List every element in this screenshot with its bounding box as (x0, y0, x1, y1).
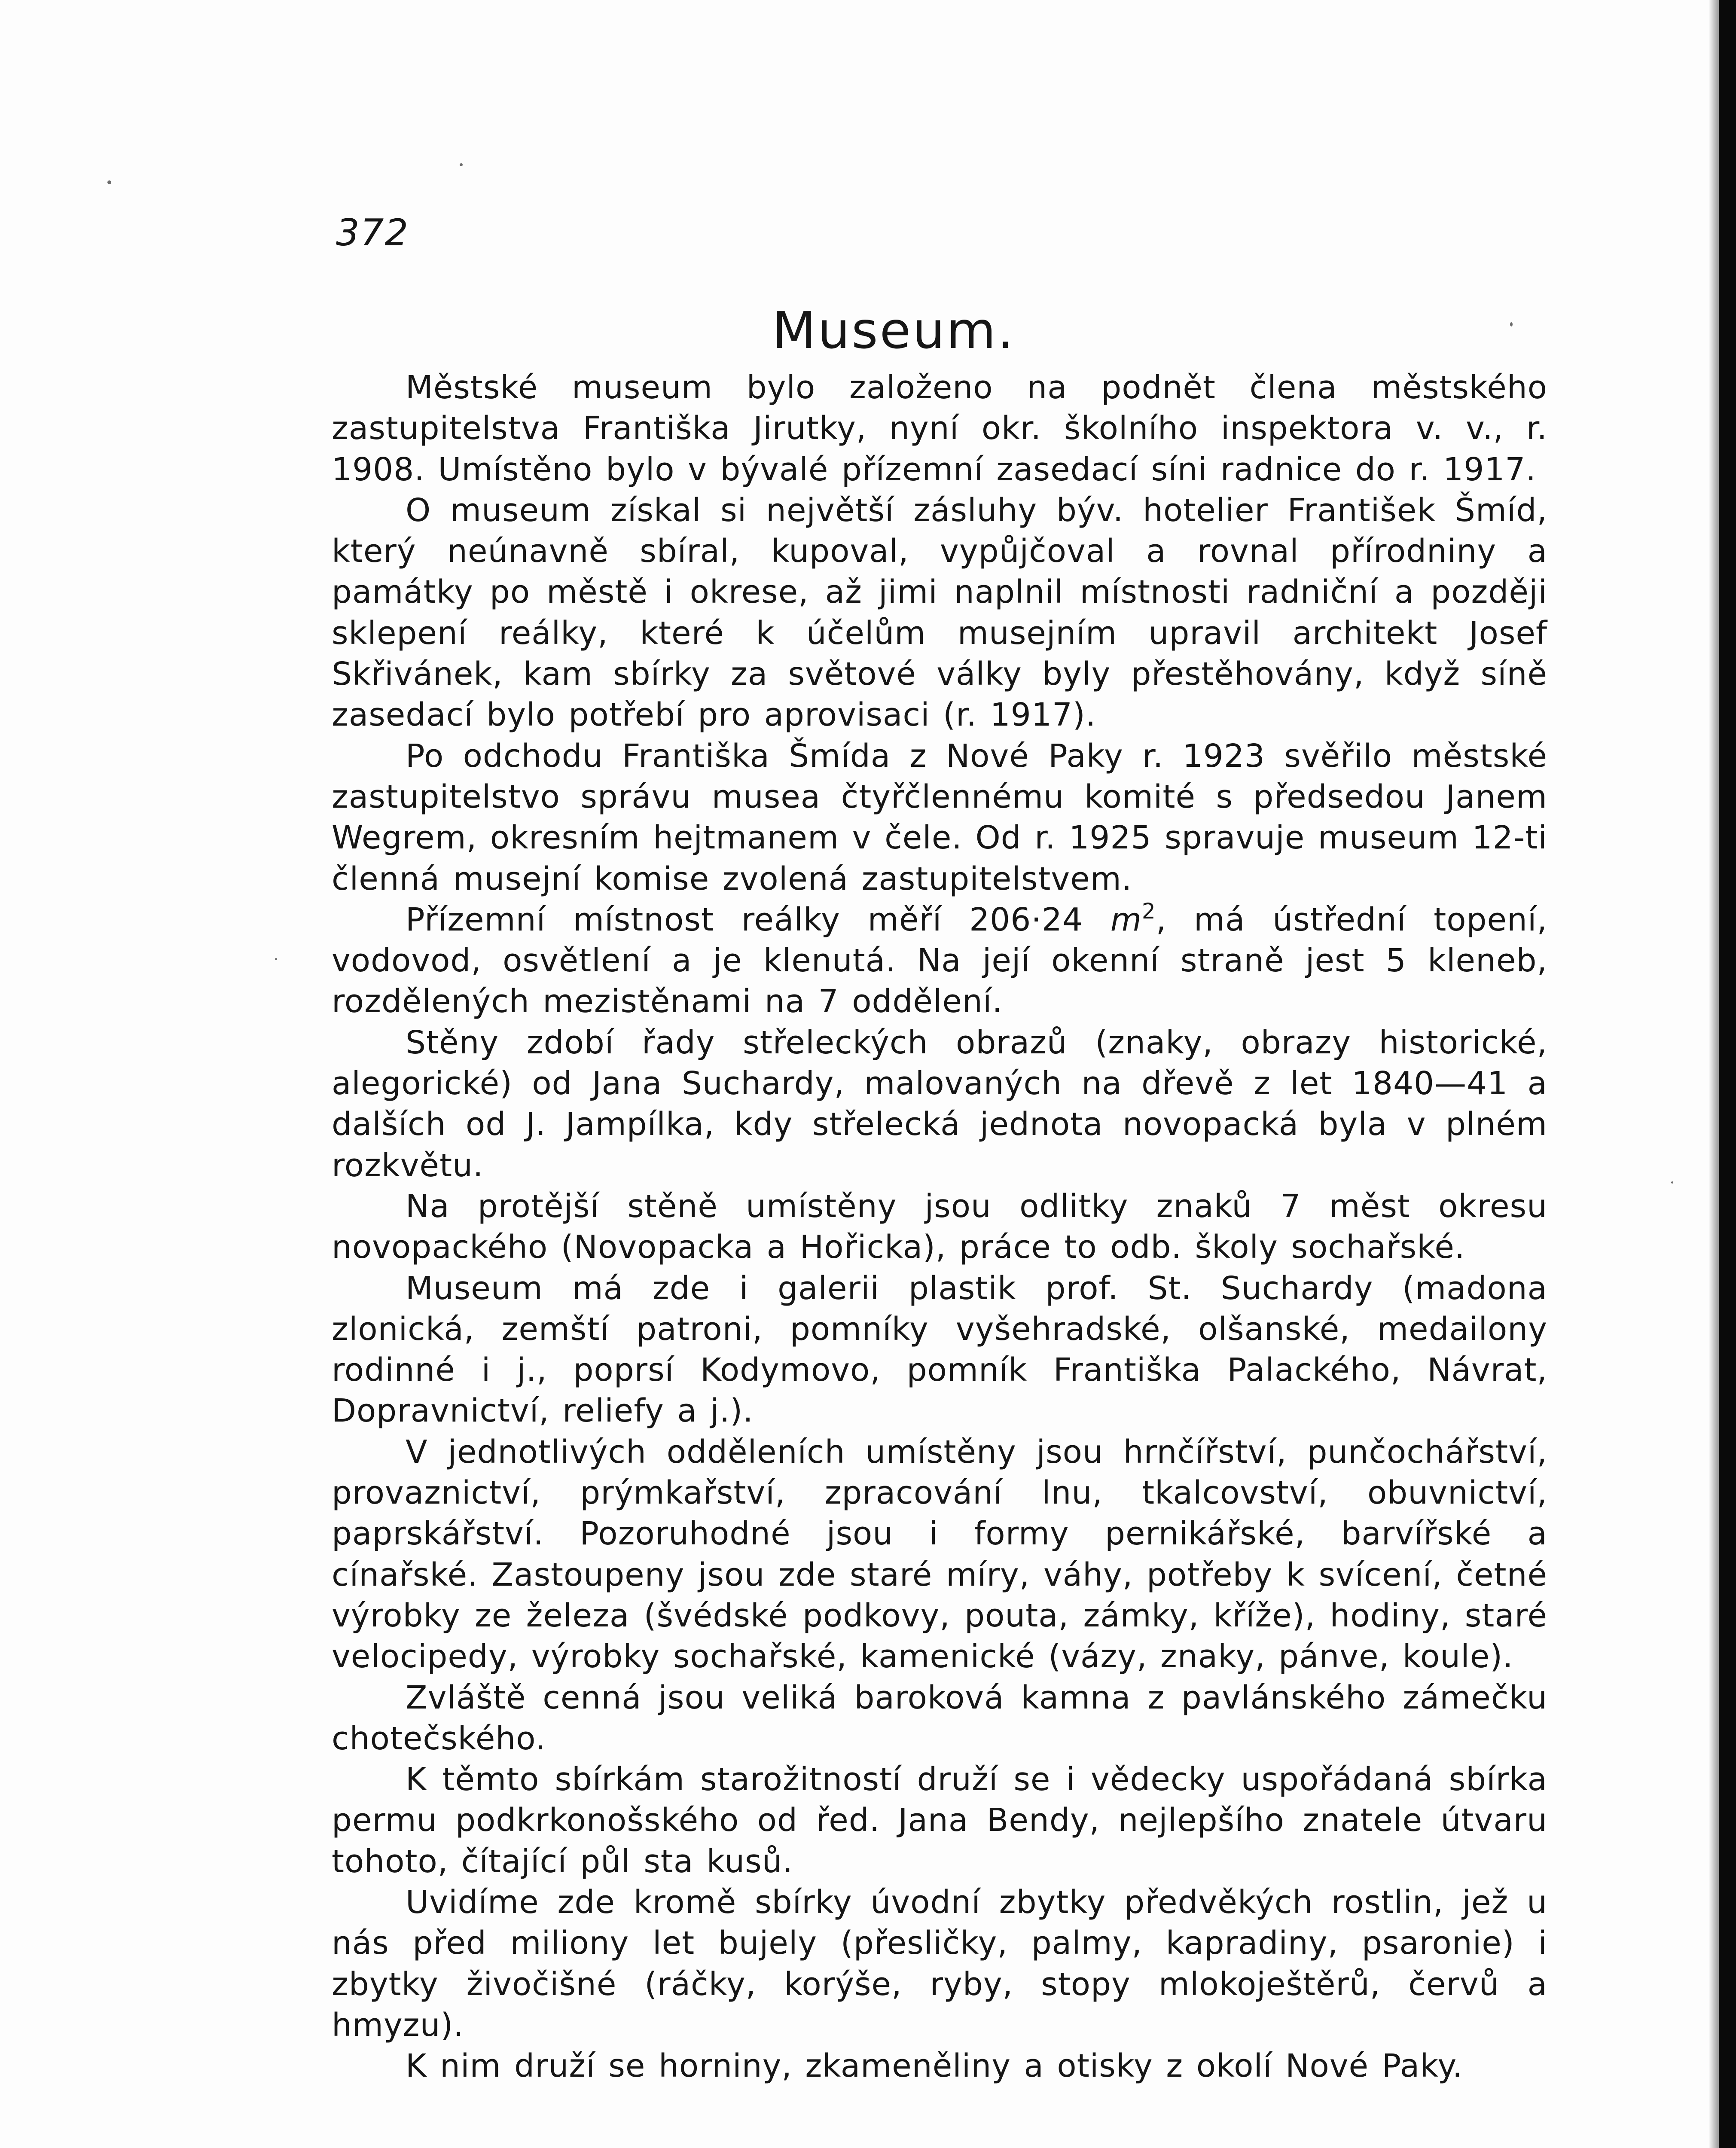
area-unit-exponent: 2 (1141, 898, 1156, 924)
article-body (332, 367, 1547, 2087)
paragraph: Na protější stěně umístěny jsou odlitky znaků 7 měst okresu novopackého (Novopacka a Hořicka), práce to odb. školy sochařské. (332, 1187, 1547, 1266)
paragraph-text-after: , má ústřední topení, vodovod, osvětlení a je klenutá. Na její okenní straně jest 5 kleneb, rozdělených mezistěnami na 7 oddělení. (332, 901, 1547, 1020)
paragraph: Zvláště cenná jsou veliká baroková kamna z pavlánského zámečku chotečského. (332, 1679, 1547, 1757)
paragraph: Po odchodu Františka Šmída z Nové Paky r. 1923 svěřilo městské zastupitelstvo správu musea čtyřčlennému komité s předsedou Janem Wegrem, okresním hejtmanem v čele. Od r. 1925 spravuje museum 12-ti členná musejní komise zvolená zastupitelstvem. (332, 737, 1547, 897)
paragraph: Stěny zdobí řady střeleckých obrazů (znaky, obrazy historické, alegorické) od Jana Suchardy, malovaných na dřevě z let 1840—41 a dalších od J. Jampílka, kdy střelecká jednota novopacká byla v plném rozkvětu. (332, 1024, 1547, 1184)
paragraph-text-before: Přízemní místnost reálky měří 206·24 (406, 901, 1111, 938)
paragraph: Uvidíme zde kromě sbírky úvodní zbytky předvěkých rostlin, jež u nás před miliony let bujely (přesličky, palmy, kapradiny, psaronie) i zbytky živočišné (ráčky, korýše, ryby, stopy mlokoještěrů, červů a hmyzu). (332, 1883, 1547, 2044)
area-unit: m (1110, 901, 1142, 938)
paragraph: Městské museum bylo založeno na podnět člena městského zastupitelstva Františka Jirutky, nyní okr. školního inspektora v. v., r. 1908. Umístěno bylo v bývalé přízemní zasedací síni radnice do r. 1917. (332, 369, 1547, 488)
paragraph: V jednotlivých odděleních umístěny jsou hrnčířství, punčochářství, provaznictví, prýmkařství, zpracování lnu, tkalcovství, obuvnictví, paprskářství. Pozoruhodné jsou i formy pernikářské, barvířské a cínařské. Zastoupeny jsou zde staré míry, váhy, potřeby k svícení, četné výrobky ze železa (švédské podkovy, pouta, zámky, kříže), hodiny, staré velocipedy, výrobky sochařské, kamenické (vázy, znaky, pánve, koule). (332, 1433, 1547, 1675)
paragraph: K těmto sbírkám starožitností druží se i vědecky uspořádaná sbírka permu podkrkonošského od řed. Jana Bendy, nejlepšího znatele útvaru tohoto, čítající půl sta kusů. (332, 1761, 1547, 1880)
paragraph-area-measurement (332, 900, 1547, 1022)
page-number: 372 (336, 211, 409, 254)
page-title: Museum. (772, 301, 1016, 360)
paragraph: Museum má zde i galerii plastik prof. St. Suchardy (madona zlonická, zemští patroni, pomníky vyšehradské, olšanské, medailony rodinné i j., poprsí Kodymovo, pomník Františka Palackého, Návrat, Dopravnictví, reliefy a j.). (332, 1269, 1547, 1430)
paragraph: O museum získal si největší zásluhy býv. hotelier František Šmíd, který neúnavně sbíral, kupoval, vypůjčoval a rovnal přírodniny a památky po městě i okrese, až jimi naplnil místnosti radniční a později sklepení reálky, které k účelům musejním upravil architekt Josef Skřivánek, kam sbírky za světové války byly přestěhovány, když síně zasedací bylo potřebí pro aprovisaci (r. 1917). (332, 491, 1547, 734)
paragraph: K nim druží se horniny, zkameněliny a otisky z okolí Nové Paky. (406, 2047, 1463, 2085)
